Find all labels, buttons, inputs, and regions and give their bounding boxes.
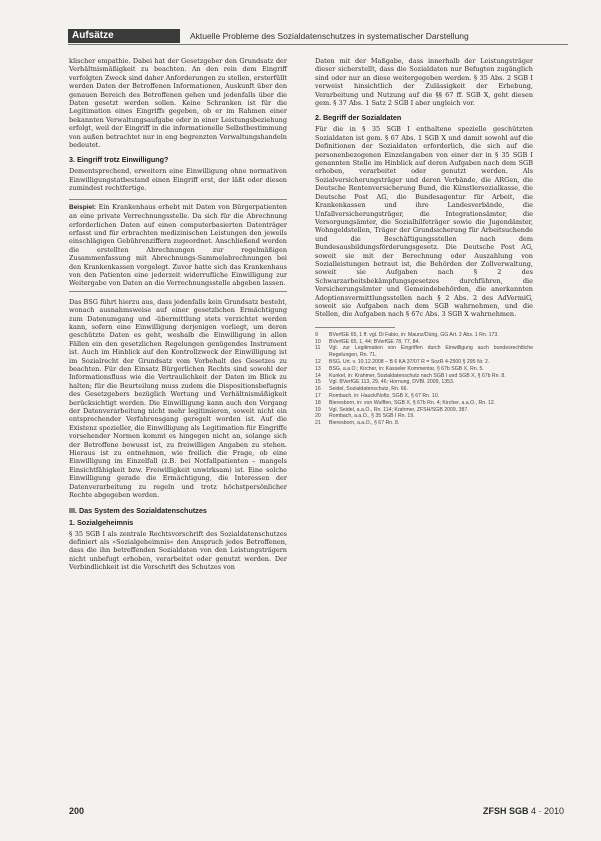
footnote-number: 10 [315, 338, 321, 345]
footnote-number: 9 [315, 331, 318, 338]
footnote-number: 13 [315, 365, 321, 372]
page-header [68, 29, 568, 43]
footnote-rule [315, 327, 395, 328]
footnote-text: BVerfGE 65, 1, 44; BVerfGE 78, 77, 84. [329, 338, 420, 345]
example-label: Beispiel: [69, 203, 97, 211]
footnote-number: 18 [315, 399, 321, 406]
page-number: 200 [69, 806, 85, 816]
footnote [315, 400, 533, 407]
paragraph: Daten mit der Maßgabe, dass innerhalb der Leistungsträger dieser sicherstellt, dass die Sozialdaten nur Befugten zugänglich sind oder nur an diese weitergegeben werden. § 35 Abs. 2 SGB I verweist hinsichtlich der Zulässigkeit der Erhebung, Verarbeitung und Nutzung auf die §§ 67 ff. SGB X, geht diesen gem. § 37 Abs. 1 Satz 2 SGB I aber ungleich vor. [315, 57, 533, 108]
footnote [315, 345, 533, 359]
footnote [315, 373, 533, 380]
example-box [69, 199, 287, 292]
footnote [315, 359, 533, 366]
footnote [315, 393, 533, 400]
footnote-number: 17 [315, 392, 321, 399]
footnote [315, 379, 533, 386]
right-column [315, 57, 533, 427]
section-heading: III. Das System des Sozialdatenschutzes [69, 505, 207, 515]
footnote-number: 21 [315, 420, 321, 427]
footnote-text: Rombach, a.a.O., § 35 SGB I Rn. 19. [329, 413, 415, 420]
footnote-number: 15 [315, 379, 321, 386]
footnote [315, 407, 533, 414]
paragraph: § 35 SGB I als zentrale Rechtsvorschrift des Sozialdatenschutzes definiert als »Sozialgeheimnis« den Anspruch jedes Betroffenen, dass die ihn betreffenden Sozialdaten von den Leistungsträgern nicht unbefugt erhoben, verarbeitet oder genutzt werden. Der Verbindlichkeit ist die Vorschrift des Schutzes von [69, 529, 287, 572]
paragraph: Das BSG führt hierzu aus, dass jedenfalls kein Grundsatz besteht, wonach ausnahmsweise auf einer gesetzlichen Ermächtigung zum Datenumgang und -übermittlung stets verzichtet werden kann, sofern eine Einwilligung derjenigen vorliegt, um deren geschützte Daten es geht, weshalb die Einwilligung in allen Fällen ein den gesetzlichen Regelungen genügendes Instrument ist. Auch im Hinblick auf den Kontrollzweck der Einwilligung ist im Sozialrecht der Grundsatz vom Vorbehalt des Gesetzes zu beachten. Für den Einsatz Bürgerlichen Rechts sind sowohl der Informationsfluss wie die Vertraulichkeit der Daten im Blick zu halten; für die Beurteilung muss zudem die Dispositionsbefugnis des Gesetzgebers bezüglich Wertung und Verhältnismäßigkeit berücksichtigt werden. Die Einwilligung kann auch den Vorgang der Datenverarbeitung nicht mehr legitimieren, soweit nicht ein entsprechender Verfahrensgang geregelt worden ist. Auf die Existenz spezieller, die Einwilligung als Legitimation für Eingriffe vorsehender Normen kommt es hingegen nicht an, solange sich der Betroffene bewusst ist, zu freiwilligen Angaben zu stehen. Hieraus ist zu entnehmen, wie freilich die Frage, ob eine Einwilligung im Einzelfall (z.B. bei Notfallpatienten – mangels Einsichtfähigkeit bzw. Freiwilligkeit unwirksam) ist. Eine solche Einwilligung gerade die Ermächtigung, die Interessen der Datenverarbeitung zu regeln und trotz höchstpersönlicher Rechte abgegeben werden. [69, 297, 287, 500]
paragraph: Dementsprechend, erweitern eine Einwilligung ohne normativen Einwilligungstatbestand einen Eingriff erst, der läßt oder diesen zumindest rechtfertige. [69, 167, 287, 193]
footnote [315, 339, 533, 346]
footnote-text: Vgl. zur Legitimation von Eingriffen durch Einwilligung auch bundesrechtliche Regelungen, Rn. 71. [329, 345, 533, 359]
footnote-text: BSG, a.a.O.; Kircher, in: Kasseler Kommentar, § 67b SGB X, Rn. 5. [329, 365, 484, 372]
paragraph: Für die in § 35 SGB I enthaltene spezielle geschützten Sozialdaten ist gem. § 67 Abs. 1 SGB X und damit sowohl auf die Definitionen der Sozialdaten erforderlich, die sich auf die personenbezogenen Einzelangaben von einer der in § 35 SGB I genannten Stelle im Hinblick auf deren Aufgaben nach dem SGB erhoben, verarbeitet oder genutzt werden. Als Sozialversicherungsträger und deren Verbände, die ARGen, die Deutsche Rentenversicherung Bund, die Künstlersozialkasse, die Deutsche Post AG, die Bundesagentur für Arbeit, die Krankenkassen und ihre Landesverbände, die Unfallversicherungsträger, die Integrationsämter, die Versorgungsämter, die Sozialhilfeträger sowie die Jugendämter, Wohngeldstellen, Träger der Grundsicherung für Arbeitsuchende und die Beschäftigungsstellen nach dem Bundesausbildungsförderungsgesetz. Die Deutsche Post AG, soweit sie mit der Berechnung oder Auszahlung von Sozialleistungen betraut ist, die Behörden der Zollverwaltung, soweit sie Aufgaben nach § 2 des Schwarzarbeitsbekämpfungsgesetzes durchführen, die Versicherungsämter und Gemeindebehörden, die anerkannten Adoptionsvermittlungsstellen nach § 2 Abs. 2 des AdVermiG, soweit sie Aufgaben nach dem SGB wahrnehmen, und die Stellen, die Aufgaben nach § 67c Abs. 3 SGB X wahrnehmen. [315, 125, 533, 319]
paragraph: klischer empathie. Dabei hat der Gesetzgeber den Grundsatz der Verhältnismäßigkeit zu beachten. An den rein dem Eingriff verfolgten Zweck sind daher Anforderungen zu stellen, ersterfüllt werden Daten der Betroffenen Informationen, Auskunft über den genauen Bereich des Betroffenen gehen und jedenfalls über die Daten gesetzt werden sollen. Keine Schranken ist für die Legitimation eines Eingriffs gegeben, ob er im Rahmen einer bekannten Verwaltungsaufgabe oder in einer Leistungsbeziehung erfolgt, weil der Eingriff in die informationelle Selbstbestimmung von außen betrachtet nur in eng begrenzten Verwaltungshandeln bedeutet. [69, 57, 287, 150]
footnote-number: 11 [315, 345, 321, 352]
footnote-number: 19 [315, 406, 321, 413]
running-title: Aktuelle Probleme des Sozialdatenschutzes in systematischer Darstellung [190, 31, 469, 41]
footnote-number: 16 [315, 386, 321, 393]
section-tag: Aufsätze [68, 29, 180, 43]
journal-name: ZFSH SGB [483, 806, 529, 816]
footnote [315, 386, 533, 393]
footnote-text: Seidel, Sozialdatenschutz, Rn. 66. [329, 386, 409, 393]
footnote [315, 413, 533, 420]
footnote-number: 14 [315, 372, 321, 379]
footnote-text: Vgl. Seidel, a.a.O., Rn. 114; Krahmer, ZFSH/SGB 2009, 387. [329, 406, 469, 413]
footnote-number: 12 [315, 358, 321, 365]
footnote [315, 420, 533, 427]
footnote-text: Bieresborn, a.a.O., § 67 Rn. 8. [329, 420, 400, 427]
section-heading: 2. Begriff der Sozialdaten [315, 113, 402, 123]
journal-footer [483, 806, 564, 816]
example-text: Ein Krankenhaus erhebt mit Daten von Bürgerpatienten an eine private Verrechnungsstelle. Da sich für die Abrechnung erforderlichen Daten auf einen computerbasierten Datenträger erfasst und für erbrachten medizinischen Leistungen den jeweils einschlägigen Gebührenziffern zugeordnet. Anschließend werden die erstellten Abrechnungen zur regelmäßigen Zusammenfassung mit Abrechnungs-Sammelabrechnungen bei den Krankenkassen vorgelegt. Zuvor hatte sich das Krankenhaus von den Patienten eine jederzeit widerrufliche Einwilligung zur Weitergabe von Daten an die Verrechnungsstelle abgeben lassen. [69, 202, 287, 288]
footnote [315, 366, 533, 373]
footnote-text: BVerfGE 65, 1 ff. vgl. Di Fabio, in: Maunz/Dürig, GG Art. 2 Abs. 1 Rn. 173. [329, 331, 499, 338]
footnote [315, 332, 533, 339]
footnote-text: Rombach, in: Hauck/Noftz, SGB X, § 67 Rn. 10. [329, 392, 440, 399]
footnote-text: Kunkel, in: Krahmer, Sozialdatenschutz nach SGB I und SGB X, § 67b Rn. 8. [329, 372, 506, 379]
header-rule [68, 44, 568, 45]
footnote-text: BSG, Urt. v. 10.12.2008 – B 6 KA 37/07 R = SozR 4-2500 § 295 Nr. 2. [329, 358, 490, 365]
footnote-text: Bieresborn, in: von Wulffen, SGB X, § 67b Rn. 4; Kircher, a.a.O., Rn. 12. [329, 399, 496, 406]
footnote-number: 20 [315, 413, 321, 420]
subsection-heading: 1. Sozialgeheimnis [69, 517, 134, 527]
issue-number: 4 · 2010 [531, 806, 565, 816]
footnote-text: Vgl. BVerfGE 113, 29, 46; Hornung, DVBl. 2009, 1353. [329, 379, 455, 386]
footnotes [315, 332, 533, 427]
section-heading: 3. Eingriff trotz Einwilligung? [69, 155, 169, 165]
left-column [69, 57, 287, 577]
